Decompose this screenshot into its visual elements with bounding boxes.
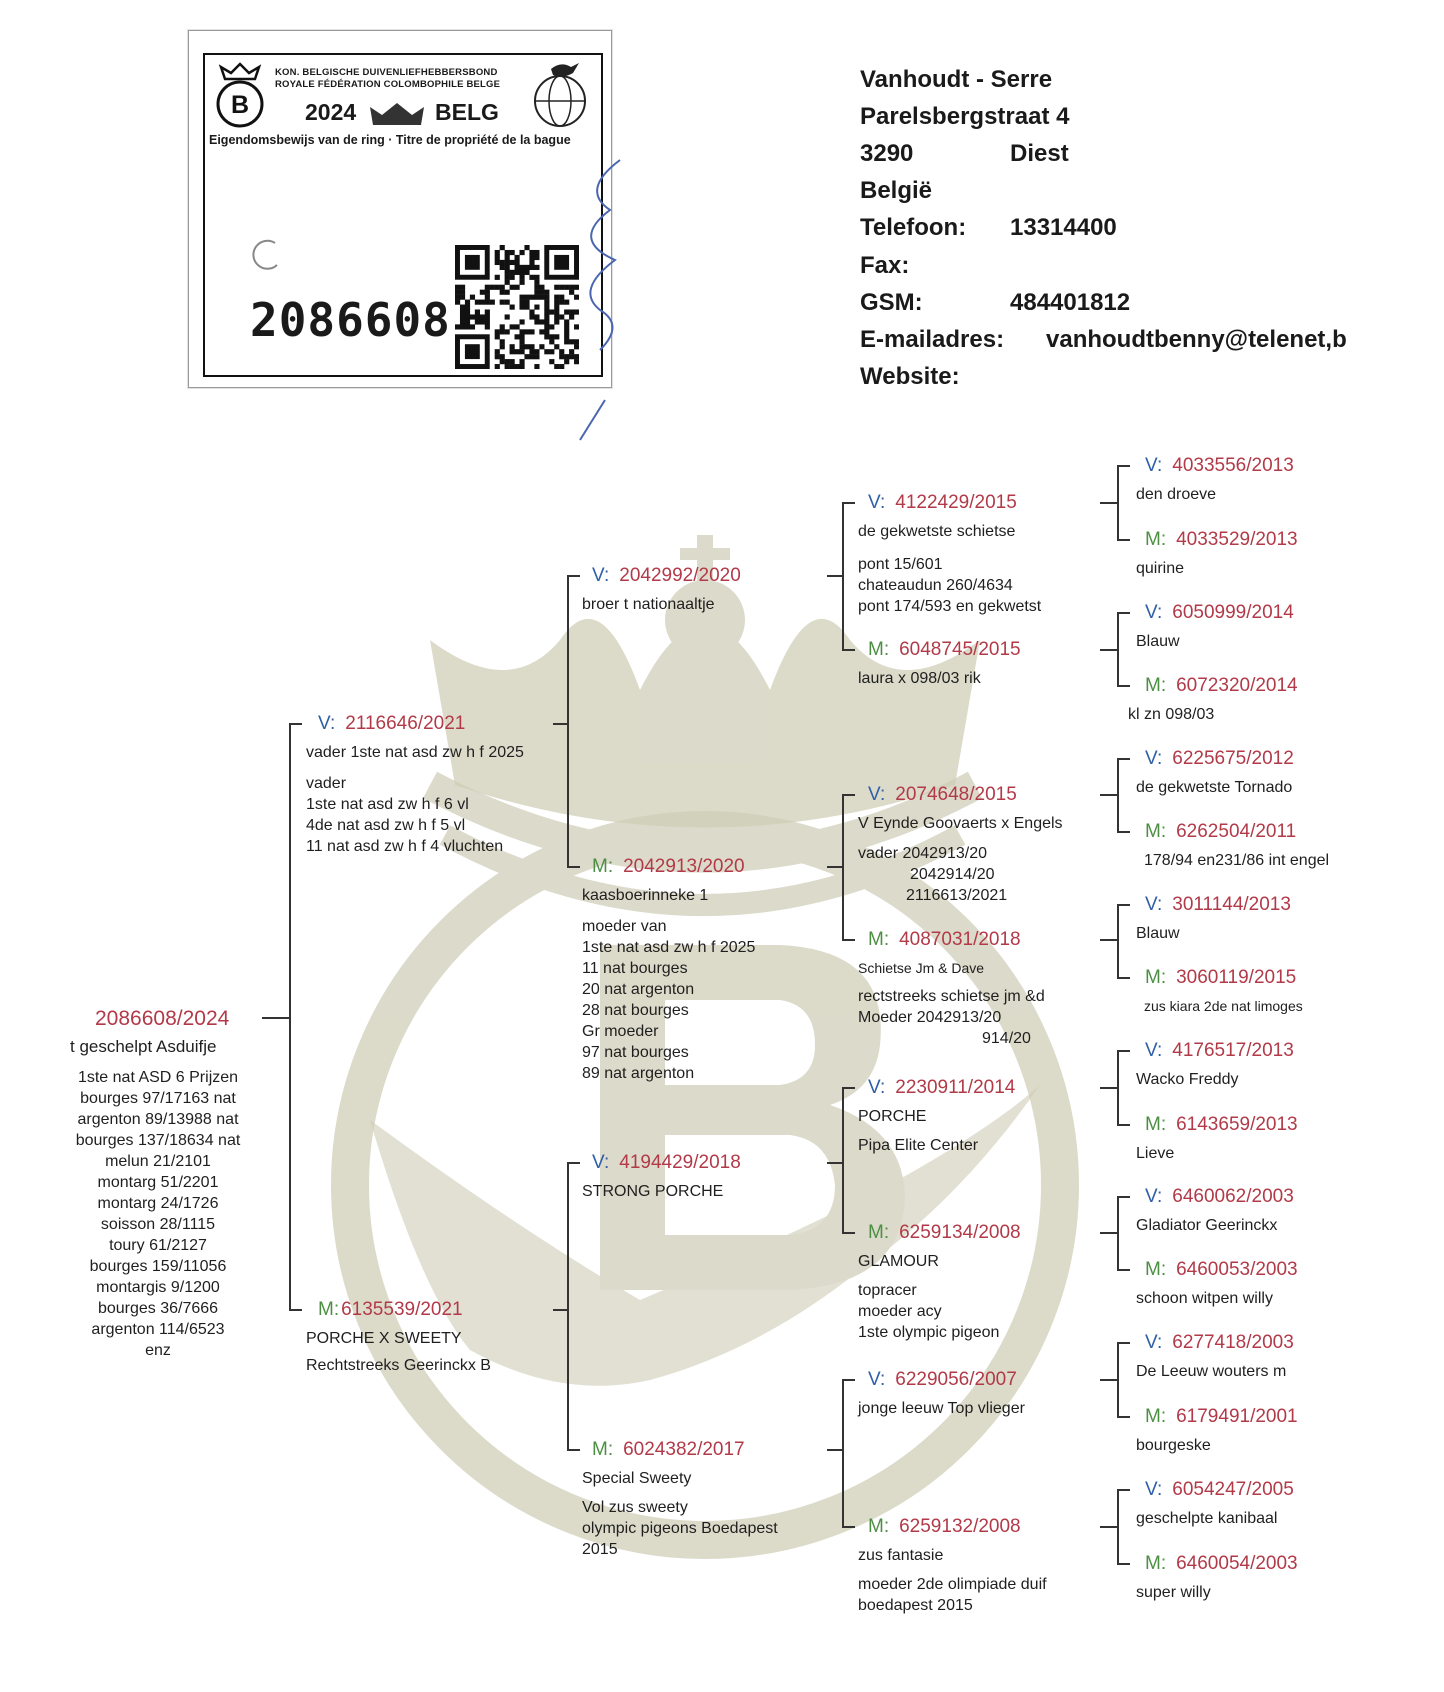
- website-label: Website:: [860, 363, 960, 390]
- gsm-label: GSM:: [860, 289, 923, 316]
- note-line: 28 nat bourges: [582, 1002, 689, 1019]
- ring-number: 6277418/2003: [1172, 1332, 1294, 1353]
- note-line: 1ste nat asd zw h f 2025: [582, 939, 756, 956]
- pigeon-name: broer t nationaaltje: [582, 596, 715, 613]
- phone-label: Telefoon:: [860, 214, 967, 241]
- note-line: topracer: [858, 1282, 917, 1299]
- note-line: melun 21/2101: [105, 1153, 211, 1170]
- ring-number: 4176517/2013: [1172, 1040, 1294, 1061]
- ring-number: 2074648/2015: [895, 784, 1017, 805]
- pigeon-name: kl zn 098/03: [1128, 706, 1215, 723]
- ring-number: 6259132/2008: [899, 1516, 1021, 1537]
- dam-label: M:: [318, 1299, 340, 1320]
- note-line: montarg 24/1726: [97, 1195, 219, 1212]
- sex-label: M:: [868, 929, 890, 950]
- note-line: olympic pigeons Boedapest: [582, 1520, 778, 1537]
- sex-label: V:: [1145, 455, 1163, 476]
- note-line: Vol zus sweety: [582, 1499, 688, 1516]
- ring-number: 3060119/2015: [1176, 967, 1297, 988]
- ring-number: 6262504/2011: [1176, 821, 1297, 842]
- note-line: Pipa Elite Center: [858, 1137, 979, 1154]
- pigeon-name: GLAMOUR: [858, 1253, 939, 1270]
- ring-number: 4087031/2018: [899, 929, 1021, 950]
- ring-number: 6072320/2014: [1176, 675, 1298, 696]
- sex-label: M:: [1145, 967, 1167, 988]
- note-line: Rechtstreeks Geerinckx B: [306, 1357, 491, 1374]
- pigeon-name: geschelpte kanibaal: [1136, 1510, 1278, 1527]
- pigeon-name: 178/94 en231/86 int engel: [1144, 852, 1330, 869]
- subject-notes: [38, 1067, 278, 1361]
- sex-label: M:: [1145, 529, 1167, 550]
- ring-number: 6229056/2007: [895, 1369, 1017, 1390]
- sex-label: M:: [868, 1222, 890, 1243]
- certificate-ring-number: 2086608: [250, 293, 451, 347]
- pigeon-name: jonge leeuw Top vlieger: [858, 1400, 1025, 1417]
- sex-label: M:: [1145, 1406, 1167, 1427]
- pigeon-notes: [582, 1497, 778, 1560]
- sex-label: M:: [1145, 1114, 1167, 1135]
- pigeon-name: zus kiara 2de nat limoges: [1144, 998, 1303, 1014]
- note-line: bourges 159/11056: [89, 1258, 227, 1275]
- ring-number: 6048745/2015: [899, 639, 1021, 660]
- email-label: E-mailadres:: [860, 326, 1005, 353]
- note-line: pont 174/593 en gekwetst: [858, 598, 1042, 615]
- ring-number: 6460053/2003: [1176, 1259, 1298, 1280]
- pigeon-notes: [858, 1574, 1047, 1616]
- pigeon-name: PORCHE: [858, 1108, 927, 1125]
- note-line: chateaudun 260/4634: [858, 577, 1013, 594]
- owner-name: Vanhoudt - Serre: [860, 66, 1053, 93]
- pigeon-name: Blauw: [1136, 633, 1180, 650]
- pigeon-name: Blauw: [1136, 925, 1180, 942]
- note-line: moeder van: [582, 918, 667, 935]
- ring-number: 6143659/2013: [1176, 1114, 1298, 1135]
- note-line: montargis 9/1200: [96, 1279, 220, 1296]
- ring-number: 6225675/2012: [1172, 748, 1294, 769]
- note-line: 11 nat asd zw h f 4 vluchten: [306, 838, 504, 855]
- note-line: vader 2042913/20: [858, 845, 987, 862]
- pigeon-notes: [858, 1280, 999, 1343]
- certificate-country: BELG: [435, 99, 499, 125]
- logo-letter: B: [230, 91, 250, 119]
- pigeon-name: V Eynde Goovaerts x Engels: [858, 815, 1063, 832]
- ring-number: 6460054/2003: [1176, 1553, 1298, 1574]
- sex-label: M:: [1145, 675, 1167, 696]
- pigeon-notes: [858, 986, 1045, 1049]
- sex-label: V:: [1145, 1479, 1163, 1500]
- pigeon-name: schoon witpen willy: [1136, 1290, 1273, 1307]
- sex-label: V:: [868, 1369, 886, 1390]
- note-line: argenton 89/13988 nat: [77, 1111, 239, 1128]
- sex-label: V:: [1145, 748, 1163, 769]
- note-line: 11 nat bourges: [582, 960, 688, 977]
- ring-number: 2042913/2020: [623, 856, 745, 877]
- note-line: vader: [306, 775, 347, 792]
- sex-label: V:: [1145, 1186, 1163, 1207]
- note-line: 4de nat asd zw h f 5 vl: [306, 817, 466, 834]
- pigeon-name: super willy: [1136, 1584, 1211, 1601]
- ring-number: 3011144/2013: [1172, 894, 1291, 915]
- sex-label: M:: [592, 1439, 614, 1460]
- note-line: soisson 28/1115: [100, 1216, 216, 1233]
- sex-label: V:: [1145, 602, 1163, 623]
- ring-number: 4033529/2013: [1176, 529, 1298, 550]
- note-line: Gr moeder: [582, 1023, 659, 1040]
- ring-number: 2042992/2020: [619, 565, 741, 586]
- note-line: boedapest 2015: [858, 1597, 973, 1614]
- ring-number: 6054247/2005: [1172, 1479, 1294, 1500]
- note-line: bourges 36/7666: [97, 1300, 219, 1317]
- sire-notes: [306, 773, 503, 857]
- fax-label: Fax:: [860, 252, 910, 279]
- ring-number: 6050999/2014: [1172, 602, 1294, 623]
- ring-number: 4033556/2013: [1172, 455, 1294, 476]
- pigeon-name: Lieve: [1136, 1145, 1175, 1162]
- ring-number: 4122429/2015: [895, 492, 1017, 513]
- note-line: 20 nat argenton: [582, 981, 695, 998]
- note-line: 2015: [582, 1541, 618, 1558]
- pigeon-notes: [858, 554, 1041, 617]
- ring-number: 2230911/2014: [895, 1077, 1016, 1098]
- dam-ring: 6135539/2021: [341, 1299, 463, 1320]
- pigeon-name: de gekwetste Tornado: [1136, 779, 1293, 796]
- note-line: toury 61/2127: [109, 1237, 207, 1254]
- sex-label: M:: [868, 1516, 890, 1537]
- note-line: moeder 2de olimpiade duif: [858, 1576, 1047, 1593]
- gsm-value: 484401812: [1010, 289, 1131, 316]
- pigeon-name: quirine: [1136, 560, 1185, 577]
- note-line: montarg 51/2201: [97, 1174, 219, 1191]
- note-line: moeder acy: [858, 1303, 942, 1320]
- note-line: enz: [145, 1342, 171, 1359]
- ring-number: 6460062/2003: [1172, 1186, 1294, 1207]
- pigeon-name: den droeve: [1136, 486, 1217, 503]
- note-line: rectstreeks schietse jm &d: [858, 988, 1045, 1005]
- note-line: bourges 137/18634 nat: [75, 1132, 241, 1149]
- note-line: 2042914/20: [910, 866, 995, 883]
- pigeon-name: bourgeske: [1136, 1437, 1211, 1454]
- note-line: 2116613/2021: [906, 887, 1008, 904]
- pigeon-name: de gekwetste schietse: [858, 523, 1016, 540]
- sex-label: V:: [868, 1077, 886, 1098]
- ring-number: 6259134/2008: [899, 1222, 1021, 1243]
- pigeon-name: Gladiator Geerinckx: [1136, 1217, 1278, 1234]
- sex-label: V:: [592, 565, 610, 586]
- pigeon-notes: [858, 843, 1007, 906]
- sex-label: V:: [1145, 1040, 1163, 1061]
- certificate-year: 2024: [305, 99, 357, 125]
- phone-value: 13314400: [1010, 214, 1117, 241]
- subject-ring: 2086608/2024: [95, 1007, 230, 1030]
- pigeon-name: Special Sweety: [582, 1470, 692, 1487]
- note-line: bourges 97/17163 nat: [80, 1090, 236, 1107]
- sex-label: V:: [868, 784, 886, 805]
- sex-label: V:: [592, 1152, 610, 1173]
- owner-city: Diest: [1010, 140, 1069, 167]
- dam-name: PORCHE X SWEETY: [306, 1330, 462, 1347]
- pigeon-name: Wacko Freddy: [1136, 1071, 1239, 1088]
- sire-name: vader 1ste nat asd zw h f 2025: [306, 744, 524, 761]
- pigeon-notes: [582, 916, 755, 1084]
- sex-label: M:: [868, 639, 890, 660]
- pigeon-name: zus fantasie: [858, 1547, 944, 1564]
- note-line: argenton 114/6523: [91, 1321, 225, 1338]
- note-line: 1ste nat ASD 6 Prijzen: [77, 1069, 239, 1086]
- pigeon-notes: [858, 1135, 978, 1156]
- org-name-dutch: KON. BELGISCHE DUIVENLIEFHEBBERSBOND: [275, 67, 498, 78]
- pigeon-name: laura x 098/03 rik: [858, 670, 981, 687]
- note-line: 914/20: [982, 1030, 1031, 1047]
- sire-label: V:: [318, 713, 336, 734]
- pigeon-name: Schietse Jm & Dave: [858, 960, 985, 976]
- pigeon-name: De Leeuw wouters m: [1136, 1363, 1287, 1380]
- note-line: 89 nat argenton: [582, 1065, 695, 1082]
- owner-street: Parelsbergstraat 4: [860, 103, 1070, 130]
- note-line: 97 nat bourges: [582, 1044, 689, 1061]
- sex-label: M:: [592, 856, 614, 877]
- ring-number: 6179491/2001: [1176, 1406, 1298, 1427]
- ring-number: 6024382/2017: [623, 1439, 745, 1460]
- note-line: pont 15/601: [858, 556, 943, 573]
- ring-number: 4194429/2018: [619, 1152, 741, 1173]
- sex-label: M:: [1145, 1553, 1167, 1574]
- subject-name: t geschelpt Asduifje: [70, 1037, 217, 1056]
- pigeon-name: kaasboerinneke 1: [582, 887, 709, 904]
- note-line: 1ste nat asd zw h f 6 vl: [306, 796, 469, 813]
- dam-notes: [306, 1355, 491, 1376]
- sex-label: V:: [1145, 894, 1163, 915]
- sex-label: V:: [1145, 1332, 1163, 1353]
- certificate-title: Eigendomsbewijs van de ring · Titre de propriété de la bague: [209, 133, 571, 147]
- pigeon-name: STRONG PORCHE: [582, 1183, 724, 1200]
- owner-postcode: 3290: [860, 140, 914, 167]
- sex-label: M:: [1145, 1259, 1167, 1280]
- owner-country: België: [860, 177, 933, 204]
- email-value: vanhoudtbenny@telenet,b: [1046, 326, 1347, 353]
- org-name-french: ROYALE FÉDÉRATION COLOMBOPHILE BELGE: [275, 79, 501, 90]
- note-line: 1ste olympic pigeon: [858, 1324, 1000, 1341]
- sex-label: V:: [868, 492, 886, 513]
- sex-label: M:: [1145, 821, 1167, 842]
- sire-ring: 2116646/2021: [345, 713, 466, 734]
- note-line: Moeder 2042913/20: [858, 1009, 1002, 1026]
